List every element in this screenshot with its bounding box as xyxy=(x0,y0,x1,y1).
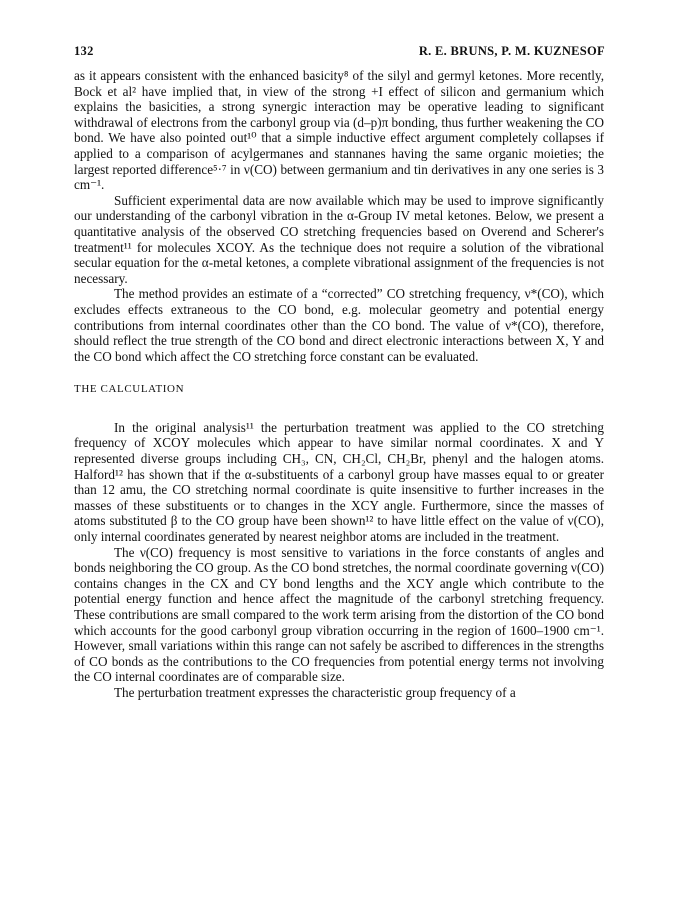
paragraph-original-analysis: In the original analysis¹¹ the perturbation treatment was applied to the CO stretching frequency of XCOY molecules which appear to have similar normal coordinates. X and Y represented diverse groups including CH₃, CN, CH₂Cl, CH₂Br, phenyl and the halogen atoms. Halford¹² has shown that if the α-substituents of a carbonyl group have masses equal to or greater than 12 amu, the CO stretching normal coordinate is quite insensitive to further increases in the masses of these substituents or to changes in the XCY angle. Furthermore, since the masses of atoms substituted β to the CO group have been shown¹² to have little effect on the value of ν(CO), only internal coordinates generated by nearest neighbor atoms are included in the treatment. xyxy=(74,419,604,545)
paragraph-experimental-data: Sufficient experimental data are now available which may be used to improve significantly our understanding of the carbonyl vibration in the α-Group IV metal ketones. Below, we present a quantitative analysis of the observed CO stretching frequencies based on Overend and Scherer's treatment¹¹ for molecules XCOY. As the technique does not require a solution of the vibrational secular equation for the α-metal ketones, a complete vibrational assignment of the frequencies is not necessary. xyxy=(74,192,604,286)
paragraph-continuation: as it appears consistent with the enhanced basicity⁸ of the silyl and germyl ketones. More recently, Bock et al² have implied that, in view of the strong +I effect of silicon and germanium which explains the basicities, a strong synergic interaction may be operative leading to significant withdrawal of electrons from the carbonyl group via (d–p)π bonding, thus further weakening the CO bond. We have also pointed out¹⁰ that a simple inductive effect argument completely collapses if applied to a comparison of acylgermanes and stannanes having the same organic moieties; the largest reported difference⁵·⁷ in ν(CO) between germanium and tin derivatives in any one series is 3 cm⁻¹. xyxy=(74,68,604,193)
paragraph-frequency-sensitivity: The ν(CO) frequency is most sensitive to variations in the force constants of angles and bonds neighboring the CO group. As the CO bond stretches, the normal coordinate governing ν(CO) contains changes in the CX and CY bond lengths and the XCY angle which contribute to the potential energy function and hence affect the magnitude of the carbonyl stretching frequency. These contributions are small compared to the work term arising from the distortion of the CO bond which accounts for the good carbonyl group vibration occurring in the region of 1600–1900 cm⁻¹. However, small variations within this range can not safely be ascribed to differences in the strengths of CO bonds as the contributions to the CO frequencies from potential energy terms not involving the CO internal coordinates are of comparable size. xyxy=(74,544,604,685)
body-text xyxy=(74,68,604,701)
paragraph-method: The method provides an estimate of a “corrected” CO stretching frequency, ν*(CO), which excludes effects extraneous to the CO bond, e.g. molecular geometry and potential energy contributions from internal coordinates other than the CO bond. The value of ν*(CO), therefore, should reflect the true strength of the CO bond and direct electronic interactions between X, Y and the CO bond which affect the CO stretching force constant can be evaluated. xyxy=(74,286,604,364)
running-header xyxy=(74,44,605,59)
page-number: 132 xyxy=(74,44,94,58)
section-heading: THE CALCULATION xyxy=(74,383,185,396)
author-line: R. E. BRUNS, P. M. KUZNESOF xyxy=(418,44,605,58)
paragraph-perturbation-treatment: The perturbation treatment expresses the characteristic group frequency of a xyxy=(114,684,516,700)
